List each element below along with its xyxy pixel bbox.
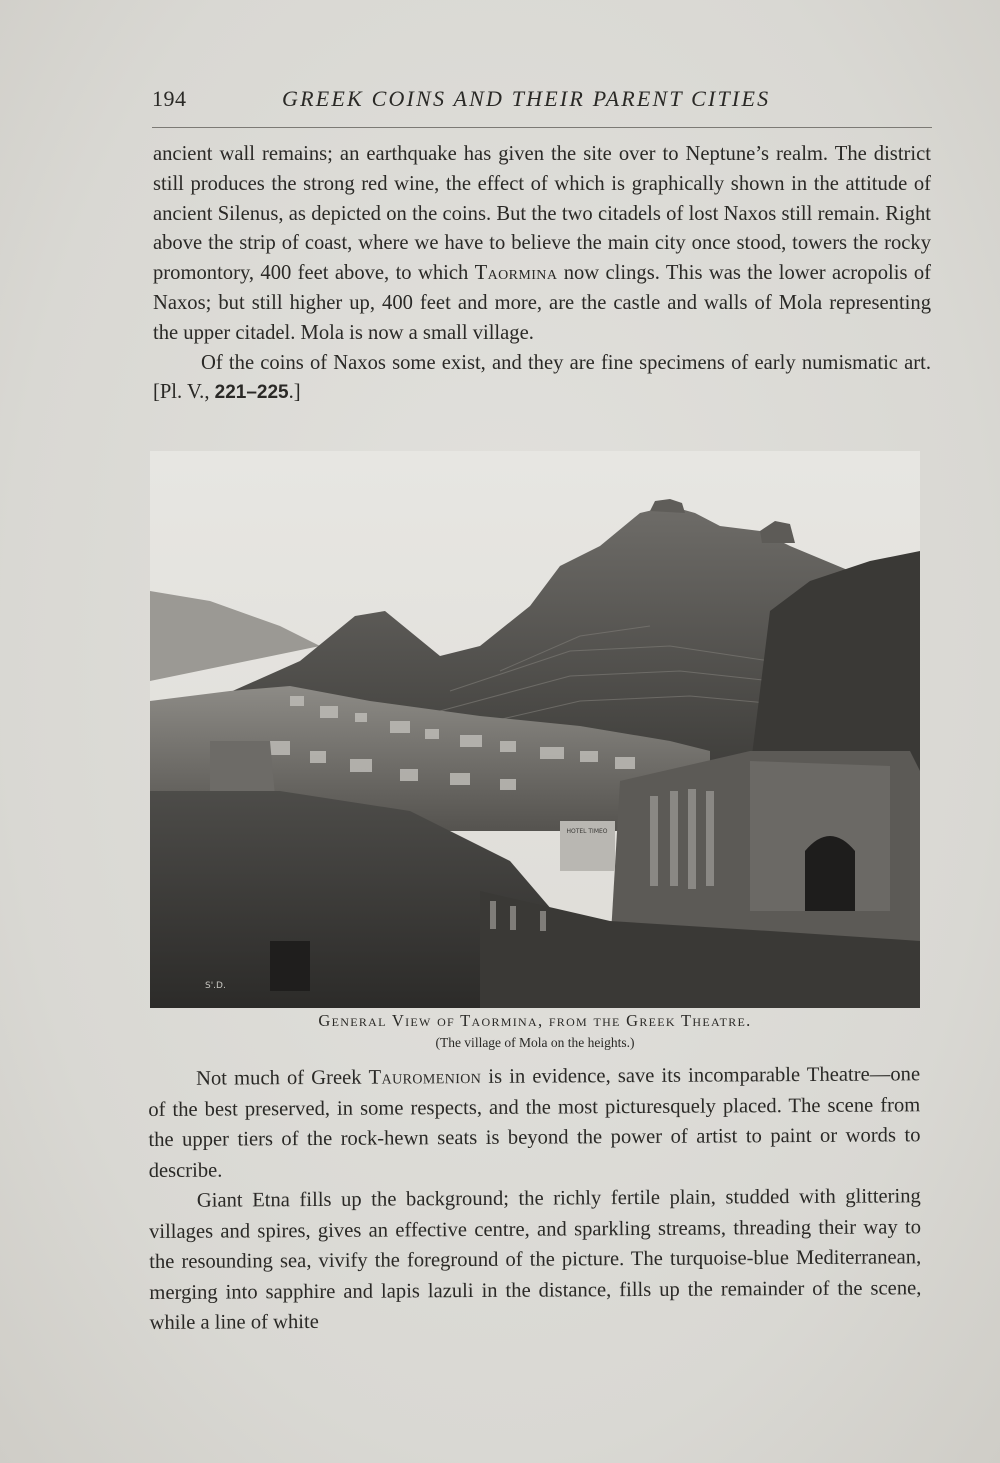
page-number: 194 — [152, 86, 187, 111]
body-text-bottom — [148, 1059, 922, 1338]
text-run: .] — [288, 381, 301, 404]
text-run: Of the coins of Naxos some exist, and they are fine specimens of early numismatic art. [Pl. V., — [153, 351, 931, 404]
text-run: now clings. This was the lower acropolis of Naxos; but still higher up, 400 feet and more, are the castle and walls of Mola representing the upper citadel. Mola is now a small village. — [153, 262, 932, 344]
text-run: Giant Etna fills up the background; the richly fertile plain, studded with glittering villages and spires, gives an effective centre, and sparkling streams, threading their way to the resounding sea, vivify the foreground of the picture. The turquoise-blue Mediterranean, merging into sapphire and lapis lazuli in the distance, fills up the remainder of the scene, while a line of white — [148, 1185, 922, 1334]
plate-reference: 221–225 — [214, 382, 289, 404]
paragraph — [153, 349, 931, 409]
caption-subtitle: (The village of Mola on the heights.) — [435, 1035, 635, 1050]
halftone-photograph — [150, 451, 920, 1008]
text-run: Not much of Greek — [196, 1066, 369, 1090]
running-title: GREEK COINS AND THEIR PARENT CITIES — [282, 86, 771, 111]
hotel-sign: HOTEL TIMEO — [566, 828, 608, 835]
text-run: is in evidence, save its incomparable Theatre—one of the best preserved, in some respects, and the most picturesquely placed. The scene from the upper tiers of the rock-hewn seats is beyond the power of artist to paint or words to describe. — [148, 1063, 921, 1182]
caption-title: General View of Taormina, from the Greek Theatre. — [318, 1011, 752, 1030]
paragraph — [149, 1181, 922, 1338]
paragraph — [148, 1059, 921, 1186]
paragraph — [153, 140, 931, 349]
running-head — [152, 86, 932, 122]
body-text-top — [153, 140, 931, 408]
figure-caption — [150, 1011, 920, 1051]
place-name: Taormina — [474, 262, 558, 285]
text-run: ancient wall remains; an earthquake has given the site over to Neptune’s realm. The district still produces the strong red wine, the effect of which is graphically shown in the attitude of ancient Silenus, as depicted on the coins. But the two citadels of lost Naxos still remain. Right above the strip of coast, where we have to believe the main city once stood, towers the rocky promontory, 400 feet above, to which — [153, 143, 931, 285]
header-rule — [152, 127, 932, 128]
place-name: Tauromenion — [368, 1065, 482, 1089]
engraver-signature: S'.D. — [205, 981, 226, 991]
